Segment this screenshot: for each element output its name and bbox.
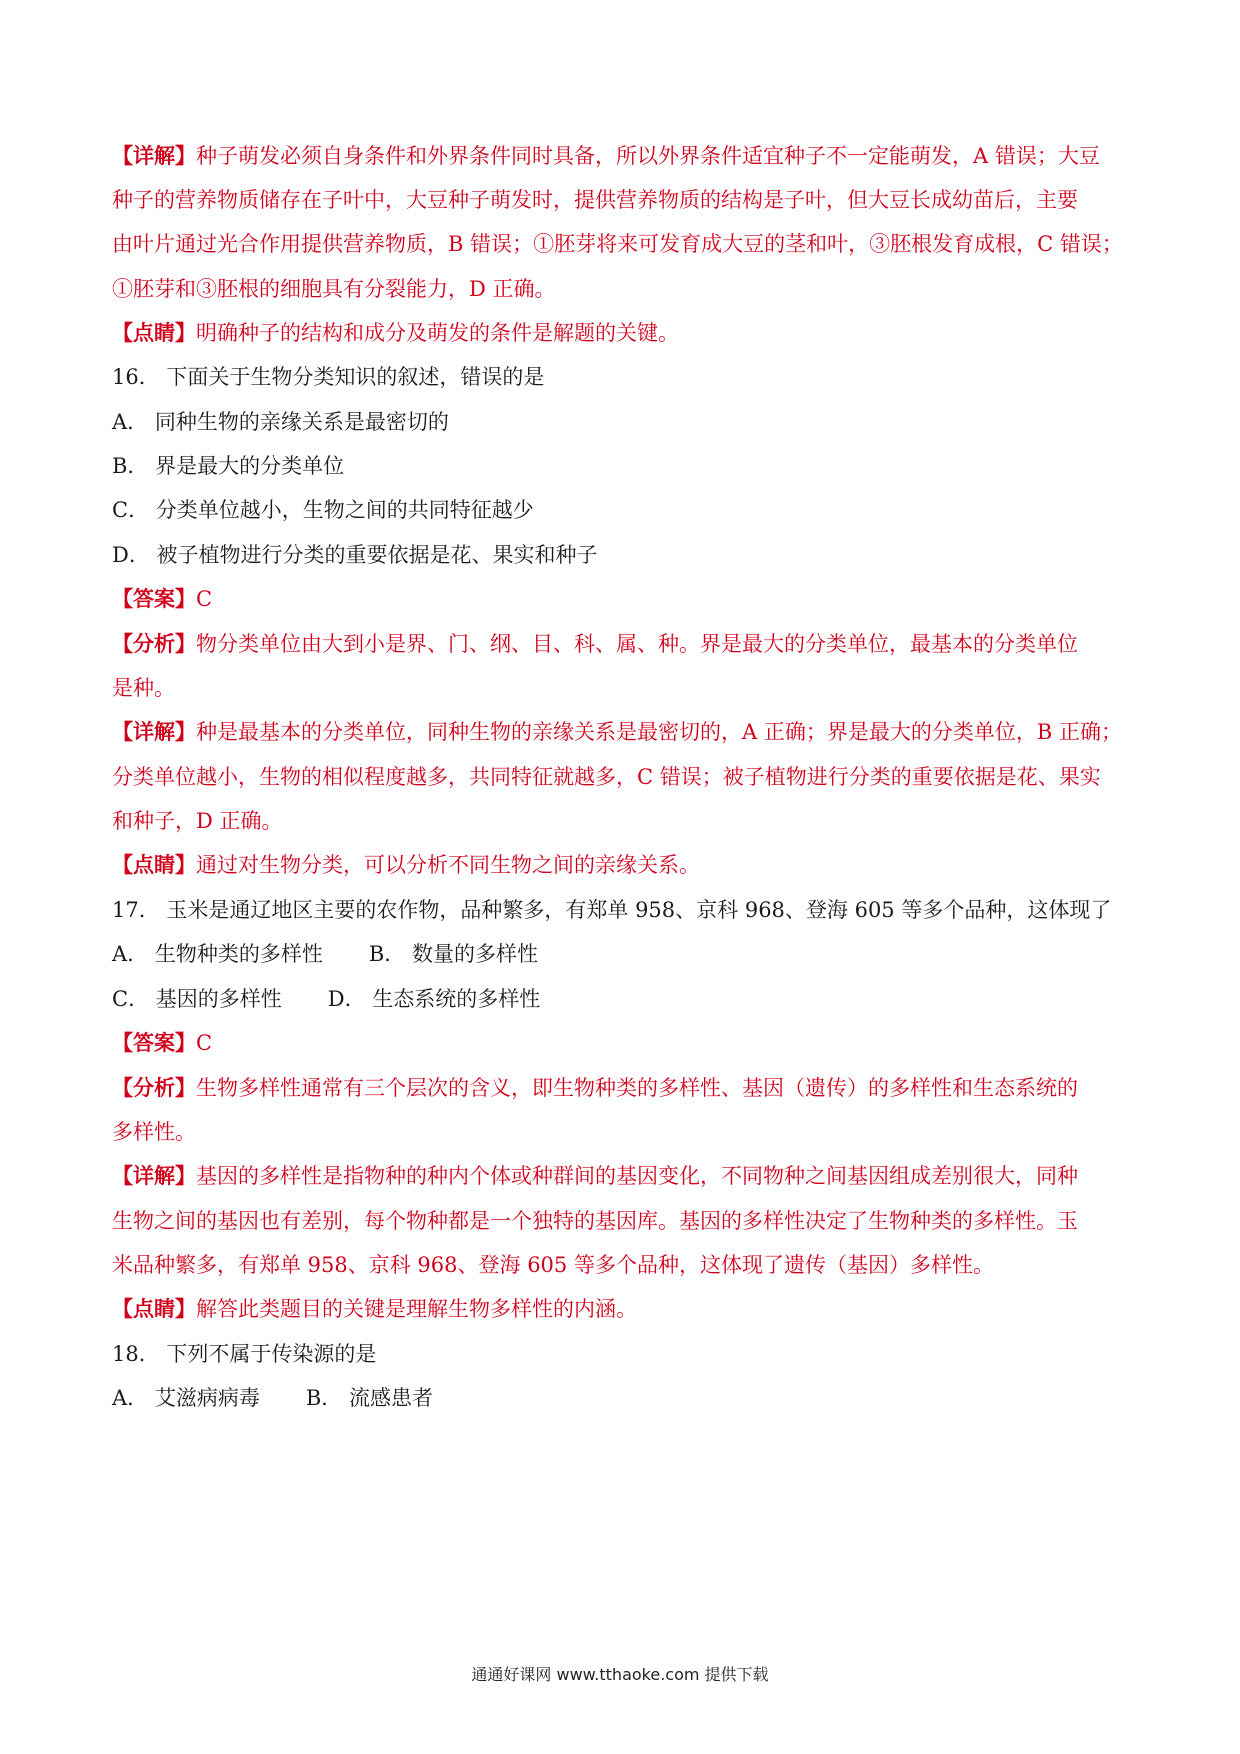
q16-option-b: B． 界是最大的分类单位	[112, 454, 345, 478]
q16-option-a: A． 同种生物的亲缘关系是最密切的	[112, 410, 449, 434]
q17-analysis-line-1	[112, 1074, 1132, 1102]
q16-detail-line-2: 分类单位越小，生物的相似程度越多，共同特征就越多，C 错误；被子植物进行分类的重要依据是花、果实	[112, 765, 1101, 789]
q16-answer	[112, 585, 1132, 613]
q17-options-row-1	[112, 940, 1132, 968]
q17-stem: 17． 玉米是通辽地区主要的农作物，品种繁多，有郑单 958、京科 968、登海 605 等多个品种，这体现了	[112, 898, 1112, 922]
detail-text: 种子萌发必须自身条件和外界条件同时具备，所以外界条件适宜种子不一定能萌发，A 错误；大豆	[196, 144, 1100, 168]
q16-stem: 16． 下面关于生物分类知识的叙述，错误的是	[112, 365, 545, 389]
detail-tag: 【详解】	[112, 1163, 196, 1188]
detail-text: 种是最基本的分类单位，同种生物的亲缘关系是最密切的，A 正确；界是最大的分类单位，B 正确；	[196, 720, 1122, 744]
q15-detail-line-1	[112, 142, 1132, 170]
tip-tag: 【点睛】	[112, 852, 196, 877]
q15-detail-line-4: ①胚芽和③胚根的细胞具有分裂能力，D 正确。	[112, 277, 556, 301]
q17-detail-line-3: 米品种繁多，有郑单 958、京科 968、登海 605 等多个品种，这体现了遗传（基因）多样性。	[112, 1253, 994, 1277]
q16-analysis-line-1	[112, 630, 1132, 658]
answer-tag: 【答案】	[112, 586, 196, 611]
detail-tag: 【详解】	[112, 719, 196, 744]
q17-detail-line-1	[112, 1162, 1132, 1190]
tip-text: 通过对生物分类，可以分析不同生物之间的亲缘关系。	[196, 853, 700, 877]
q18-option-b: B． 流感患者	[305, 1386, 433, 1410]
tip-text: 解答此类题目的关键是理解生物多样性的内涵。	[196, 1297, 637, 1321]
answer-tag: 【答案】	[112, 1030, 196, 1055]
q15-tip	[112, 319, 1132, 347]
q18-option-a: A． 艾滋病病毒	[112, 1386, 260, 1410]
answer-value: C	[196, 587, 213, 611]
q17-option-a: A． 生物种类的多样性	[112, 942, 323, 966]
q16-option-c: C． 分类单位越小，生物之间的共同特征越少	[112, 498, 534, 522]
page-footer: 通通好课网 www.tthaoke.com 提供下载	[471, 1665, 769, 1684]
q17-option-d: D． 生态系统的多样性	[327, 987, 541, 1011]
analysis-tag: 【分析】	[112, 631, 196, 656]
q17-option-b: B． 数量的多样性	[368, 942, 538, 966]
q17-answer	[112, 1029, 1132, 1057]
q17-option-c: C． 基因的多样性	[112, 987, 282, 1011]
detail-tag: 【详解】	[112, 143, 196, 168]
analysis-text: 物分类单位由大到小是界、门、纲、目、科、属、种。界是最大的分类单位，最基本的分类单位	[196, 632, 1078, 656]
q15-detail-line-3: 由叶片通过光合作用提供营养物质，B 错误；①胚芽将来可发育成大豆的茎和叶，③胚根发育成根，C 错误；	[112, 232, 1123, 256]
analysis-text: 生物多样性通常有三个层次的含义，即生物种类的多样性、基因（遗传）的多样性和生态系统的	[196, 1076, 1078, 1100]
answer-value: C	[196, 1031, 213, 1055]
q16-option-d: D． 被子植物进行分类的重要依据是花、果实和种子	[112, 543, 598, 567]
q18-stem: 18． 下列不属于传染源的是	[112, 1342, 377, 1366]
tip-tag: 【点睛】	[112, 1296, 196, 1321]
q16-detail-line-1	[112, 718, 1132, 746]
q15-detail-line-2: 种子的营养物质储存在子叶中，大豆种子萌发时，提供营养物质的结构是子叶，但大豆长成幼苗后，主要	[112, 188, 1078, 212]
analysis-tag: 【分析】	[112, 1075, 196, 1100]
q17-analysis-line-2: 多样性。	[112, 1120, 196, 1144]
detail-text: 基因的多样性是指物种的种内个体或种群间的基因变化，不同物种之间基因组成差别很大，同种	[196, 1164, 1078, 1188]
q17-tip	[112, 1295, 1132, 1323]
q16-analysis-line-2: 是种。	[112, 676, 175, 700]
q17-detail-line-2: 生物之间的基因也有差别，每个物种都是一个独特的基因库。基因的多样性决定了生物种类的多样性。玉	[112, 1209, 1078, 1233]
q16-tip	[112, 851, 1132, 879]
q16-detail-line-3: 和种子，D 正确。	[112, 809, 283, 833]
tip-text: 明确种子的结构和成分及萌发的条件是解题的关键。	[196, 321, 679, 345]
q18-options-row-1	[112, 1384, 1132, 1412]
q17-options-row-2	[112, 985, 1132, 1013]
tip-tag: 【点睛】	[112, 320, 196, 345]
